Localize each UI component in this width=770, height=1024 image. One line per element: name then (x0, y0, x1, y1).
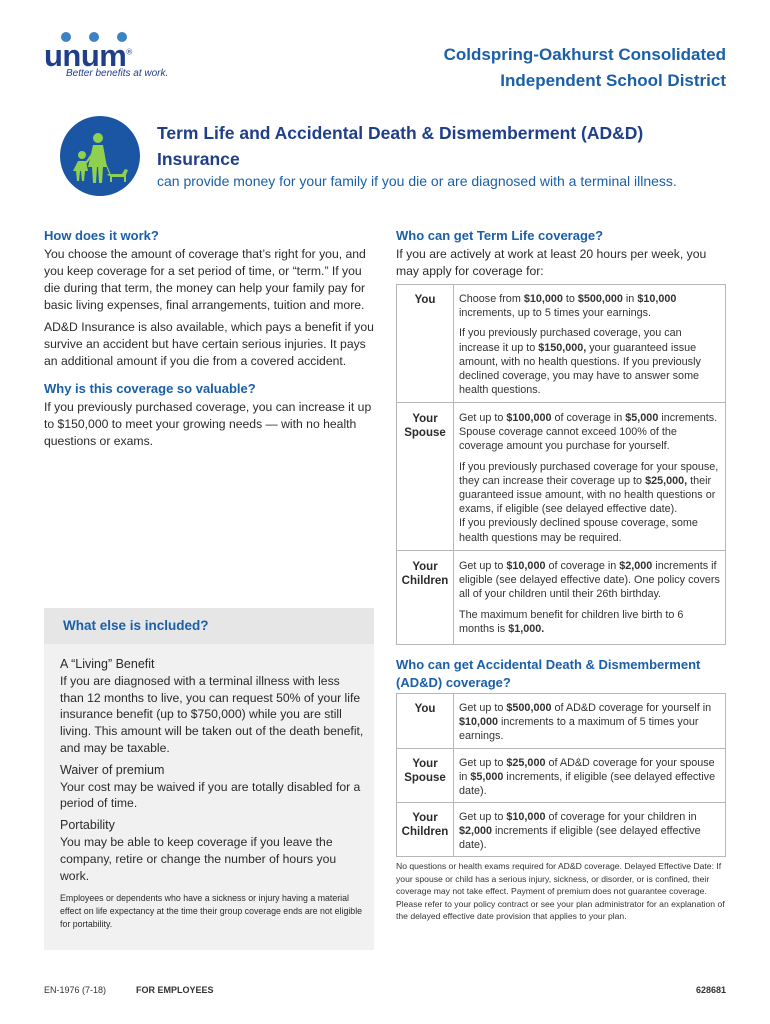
label-line: Your (412, 413, 438, 425)
label-line: Children (401, 575, 449, 587)
how-paragraph-1: You choose the amount of coverage that’s right for you, and you keep coverage for a set period of time, or “term.” If you die during that term, the money can help your family pay for basic living expenses, final arrangements, tuition and more. (44, 247, 366, 312)
amount: $10,000 (523, 293, 563, 305)
form-code: EN-1976 (7-18) (44, 985, 107, 995)
row-label-spouse (397, 412, 453, 440)
label-line: Spouse (404, 427, 446, 439)
registered-mark: ® (126, 47, 132, 57)
logo-tagline: Better benefits at work. (66, 68, 169, 79)
family-with-dog-icon (60, 116, 140, 196)
you-previous-text (459, 326, 721, 397)
text: your guaranteed issue amount, with no health questions. If you previously declined coverage, you may have to answer some health questions. (459, 341, 701, 397)
spouse-declined-text: If you previously declined spouse coverage, some health questions may be required. (459, 517, 698, 544)
table-row-children (397, 550, 725, 644)
text: Get up to (459, 412, 507, 424)
page-subtitle: can provide money for your family if you die or are diagnosed with a terminal illness. (157, 173, 677, 189)
add-who-heading (396, 656, 726, 692)
title-line1: Term Life and Accidental Death & Dismemberment (AD&D) (157, 123, 644, 143)
text: of AD&D coverage for yourself in (551, 702, 712, 714)
label-line: Spouse (404, 772, 446, 784)
table-row-you (397, 285, 725, 402)
children-coverage-text (459, 559, 721, 636)
why-paragraph: If you previously purchased coverage, you can increase it up to $150,000 to meet your growing needs — with no health questions or exams. (44, 400, 372, 448)
included-header (44, 608, 374, 644)
waiver-text: Your cost may be waived if you are totally disabled for a period of time. (60, 779, 361, 811)
text: Get up to (459, 560, 507, 572)
heading-line: Who can get Accidental Death & Dismemberment (396, 657, 701, 672)
logo-word: unum (44, 38, 127, 73)
portability-note: Employees or dependents who have a sickness or injury having a material effect on life expectancy at the time their group coverage ends are not eligible for portability. (60, 893, 363, 930)
spouse-coverage-text (459, 411, 721, 545)
text: their guaranteed issue amount, with no health questions or exams, if eligible (see delayed effective date). (459, 474, 716, 516)
table-row-you (397, 694, 725, 748)
row-label-spouse (397, 757, 453, 785)
label-line: Children (401, 826, 449, 838)
portability-text: You may be able to keep coverage if you leave the company, retire or change the number of hours you work. (60, 834, 337, 883)
text: Get up to (459, 702, 507, 714)
term-who-heading: Who can get Term Life coverage? (396, 228, 604, 243)
row-label-you: You (414, 703, 436, 715)
included-heading: What else is included? (63, 618, 209, 633)
text: increments. Spouse coverage cannot exceed 100% of the coverage amount you purchase for yourself. (459, 412, 718, 453)
amount: $2,000 (619, 560, 653, 572)
text: Choose from (459, 293, 524, 305)
text: increments, if eligible (see delayed effective date). (459, 771, 716, 798)
text: If you previously purchased coverage, you can increase it up to (459, 327, 682, 354)
text: Get up to (459, 811, 507, 823)
text: increments to a maximum of 5 times your earnings. (459, 716, 699, 743)
amount: $150,000, (538, 341, 587, 354)
amount: $10,000 (506, 811, 546, 823)
amount: $10,000 (637, 293, 677, 305)
amount: $100,000 (506, 412, 552, 424)
text: increments if eligible (see delayed effective date). One policy covers all of your children until their 26th birthday. (459, 560, 720, 601)
amount: $5,000 (625, 412, 659, 424)
amount: $5,000 (470, 771, 504, 784)
add-spouse-text (459, 756, 721, 799)
why-section (44, 380, 374, 450)
children-max-text (459, 608, 721, 636)
document-number: 628681 (695, 985, 726, 995)
district-name (366, 42, 726, 94)
add-who-section (396, 656, 726, 692)
amount: $500,000 (577, 293, 623, 305)
how-section (44, 227, 374, 370)
amount: $2,000 (459, 825, 493, 838)
audience-label: FOR EMPLOYEES (136, 985, 214, 995)
term-who-intro: If you are actively at work at least 20 hours per week, you may apply for coverage for: (396, 247, 707, 278)
amount: $1,000. (508, 622, 545, 635)
title-line2: Insurance (157, 149, 240, 169)
how-paragraph-2: AD&D Insurance is also available, which pays a benefit if you survive an accident but have certain serious injuries. It pays an additional amount if you die from a covered accident. (44, 320, 374, 368)
text: to (562, 293, 578, 305)
row-label-children (397, 811, 453, 839)
how-heading: How does it work? (44, 228, 159, 243)
spouse-previous-text (459, 460, 721, 517)
term-who-section (396, 227, 726, 280)
living-title: A “Living” Benefit (60, 657, 155, 671)
text: of AD&D coverage for your spouse in (459, 757, 715, 784)
add-note: No questions or health exams required for AD&D coverage. Delayed Effective Date: If your spouse or child has a serious injury, sickness, or disorder, or is confined, their coverage may not take effect. Payment of premium does not guarantee coverage. Please refer to your policy contract or see your plan administrator for an explanation of the delayed effective date provision that applies to your plan. (396, 861, 725, 922)
page-title (157, 120, 717, 172)
table-row-spouse (397, 748, 725, 803)
add-coverage-table (396, 693, 726, 857)
row-label-children (397, 560, 453, 588)
portability-title: Portability (60, 818, 115, 833)
table-row-children (397, 802, 725, 856)
amount: $25,000 (506, 757, 546, 769)
included-body (60, 656, 365, 931)
living-text: If you are diagnosed with a terminal illness with less than 12 months to live, you can request 50% of your life insurance benefit (up to $750,000) while you are still living. This amount will be taken out of the death benefit, and may be taxable. (60, 673, 364, 755)
district-line1: Coldspring-Oakhurst Consolidated (443, 45, 726, 64)
text: increments, up to 5 times your earnings. (459, 307, 652, 320)
amount: $500,000 (506, 702, 552, 714)
text: of coverage in (545, 560, 620, 572)
add-children-text (459, 810, 721, 853)
heading-line: (AD&D) coverage? (396, 675, 511, 690)
amount: $10,000 (459, 716, 499, 729)
text: Get up to (459, 757, 507, 769)
text: The maximum benefit for children live birth to 6 months is (459, 608, 684, 635)
text: If you previously purchased coverage for your spouse, they can increase their coverage up to (459, 460, 719, 487)
waiver-title: Waiver of premium (60, 762, 165, 777)
add-you-text (459, 701, 721, 744)
district-line2: Independent School District (500, 71, 726, 90)
label-line: Your (412, 812, 438, 824)
why-heading: Why is this coverage so valuable? (44, 381, 256, 396)
amount: $10,000 (506, 560, 546, 572)
amount: $25,000, (645, 474, 688, 487)
text: of coverage in (551, 412, 626, 424)
table-row-spouse (397, 402, 725, 551)
row-label-you: You (414, 294, 436, 306)
you-coverage-text (459, 292, 721, 397)
text: in (622, 293, 638, 305)
text: of coverage for your children in (545, 811, 697, 823)
label-line: Your (412, 758, 438, 770)
term-coverage-table (396, 284, 726, 645)
label-line: Your (412, 561, 438, 573)
text: increments if eligible (see delayed effective date). (459, 825, 701, 852)
